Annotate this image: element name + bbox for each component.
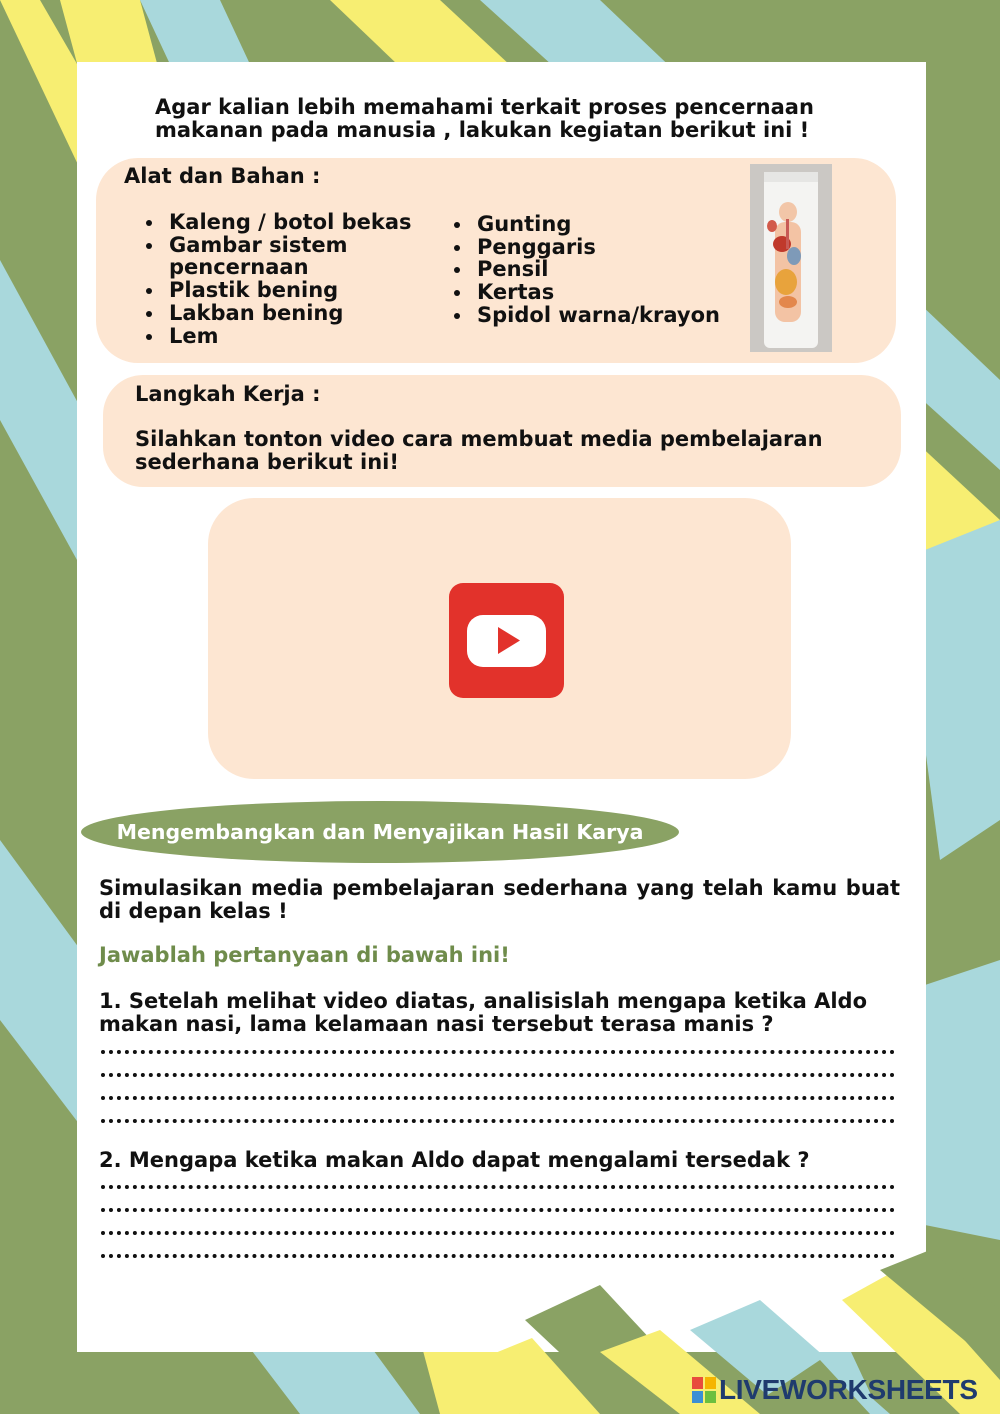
digestive-bottle-photo <box>750 164 832 352</box>
answer-line-2c[interactable] <box>101 1227 895 1235</box>
simulation-text: Simulasikan media pembelajaran sederhana yang telah kamu buat di depan kelas ! <box>99 876 900 923</box>
tool-item: • Penggaris <box>473 236 763 259</box>
tool-item: • Lakban bening <box>165 302 435 325</box>
tools-list-left <box>143 211 435 347</box>
tool-item: • Gambar sistem pencernaan <box>165 234 435 279</box>
question-1: 1. Setelah melihat video diatas, analisislah mengapa ketika Aldo makan nasi, lama kelamaan nasi tersebut terasa manis ? <box>99 989 868 1036</box>
section-heading: Mengembangkan dan Menyajikan Hasil Karya <box>81 801 679 863</box>
tool-item: • Pensil <box>473 258 763 281</box>
tool-item: • Kertas <box>473 281 763 304</box>
steps-text: Silahkan tonton video cara membuat media pembelajaran sederhana berikut ini! <box>135 427 823 474</box>
answer-line-2d[interactable] <box>101 1250 895 1258</box>
tools-title: Alat dan Bahan : <box>124 164 321 188</box>
liveworksheets-logo-icon <box>692 1377 716 1403</box>
question-2: 2. Mengapa ketika makan Aldo dapat mengalami tersedak ? <box>99 1148 810 1172</box>
youtube-play-icon[interactable] <box>449 583 564 698</box>
answer-line-1d[interactable] <box>101 1115 895 1123</box>
answer-line-1c[interactable] <box>101 1092 895 1100</box>
answer-line-2b[interactable] <box>101 1204 895 1212</box>
answer-line-1a[interactable] <box>101 1046 895 1054</box>
instruction-text: Jawablah pertanyaan di bawah ini! <box>99 943 510 967</box>
tool-item: • Plastik bening <box>165 279 435 302</box>
liveworksheets-brand-text: LIVEWORKSHEETS <box>719 1374 978 1405</box>
tools-list-right <box>451 213 763 327</box>
answer-line-1b[interactable] <box>101 1069 895 1077</box>
tool-item: • Spidol warna/krayon <box>473 304 763 327</box>
tool-item: • Kaleng / botol bekas <box>165 211 435 234</box>
steps-title: Langkah Kerja : <box>135 382 321 406</box>
intro-text: Agar kalian lebih memahami terkait proses pencernaan makanan pada manusia , lakukan kegiatan berikut ini ! <box>155 95 814 142</box>
liveworksheets-logo[interactable] <box>692 1374 978 1406</box>
tool-item: • Lem <box>165 325 435 348</box>
tool-item: • Gunting <box>473 213 763 236</box>
answer-line-2a[interactable] <box>101 1181 895 1189</box>
